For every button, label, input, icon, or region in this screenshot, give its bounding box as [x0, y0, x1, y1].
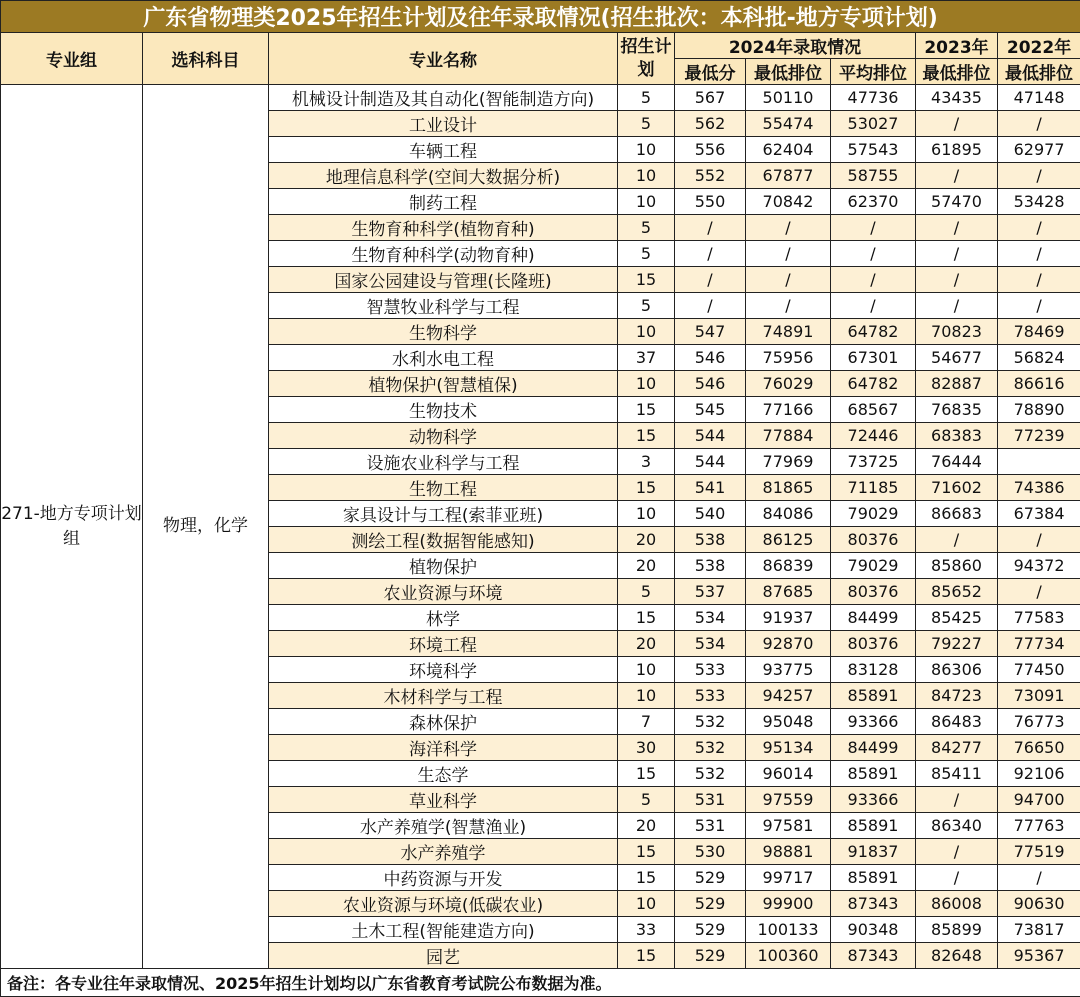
- min-rank-2024: 100360: [746, 943, 831, 969]
- plan-count: 5: [618, 241, 675, 267]
- header-subjects: 选科科目: [143, 33, 269, 85]
- min-rank-2022: 94372: [998, 553, 1080, 579]
- plan-count: 10: [618, 163, 675, 189]
- min-rank-2023: 84723: [916, 683, 998, 709]
- min-rank-2023: /: [916, 865, 998, 891]
- min-rank-2022: /: [998, 215, 1080, 241]
- major-name: 林学: [269, 605, 618, 631]
- group-name: 271-地方专项计划组: [1, 85, 143, 969]
- min-rank-2023: 54677: [916, 345, 998, 371]
- min-rank-2022: 73091: [998, 683, 1080, 709]
- min-rank-2024: /: [746, 293, 831, 319]
- min-rank-2022: /: [998, 267, 1080, 293]
- min-rank-2024: 67877: [746, 163, 831, 189]
- plan-count: 3: [618, 449, 675, 475]
- major-name: 家具设计与工程(索菲亚班): [269, 501, 618, 527]
- major-name: 土木工程(智能建造方向): [269, 917, 618, 943]
- plan-count: 15: [618, 839, 675, 865]
- min-score: 538: [675, 527, 746, 553]
- min-rank-2024: 92870: [746, 631, 831, 657]
- min-score: 567: [675, 85, 746, 111]
- major-name: 草业科学: [269, 787, 618, 813]
- plan-count: 15: [618, 475, 675, 501]
- min-score: 533: [675, 683, 746, 709]
- min-score: 534: [675, 605, 746, 631]
- min-rank-2024: 70842: [746, 189, 831, 215]
- min-rank-2023: /: [916, 241, 998, 267]
- major-name: 机械设计制造及其自动化(智能制造方向): [269, 85, 618, 111]
- min-rank-2022: 90630: [998, 891, 1080, 917]
- min-rank-2023: /: [916, 267, 998, 293]
- min-rank-2023: 43435: [916, 85, 998, 111]
- min-rank-2024: 55474: [746, 111, 831, 137]
- min-rank-2022: 77450: [998, 657, 1080, 683]
- min-rank-2023: /: [916, 215, 998, 241]
- min-rank-2024: 98881: [746, 839, 831, 865]
- min-rank-2024: 62404: [746, 137, 831, 163]
- min-rank-2022: 74386: [998, 475, 1080, 501]
- min-score: /: [675, 267, 746, 293]
- min-score: 552: [675, 163, 746, 189]
- min-rank-2022: /: [998, 241, 1080, 267]
- major-name: 测绘工程(数据智能感知): [269, 527, 618, 553]
- min-rank-2023: 86483: [916, 709, 998, 735]
- footnote: 备注：各专业往年录取情况、2025年招生计划均以广东省教育考试院公布数据为准。: [1, 969, 1080, 997]
- min-score: 541: [675, 475, 746, 501]
- avg-rank-2024: 90348: [831, 917, 916, 943]
- min-score: /: [675, 241, 746, 267]
- avg-rank-2024: /: [831, 241, 916, 267]
- major-name: 地理信息科学(空间大数据分析): [269, 163, 618, 189]
- header-2022: 2022年: [998, 33, 1080, 59]
- avg-rank-2024: 85891: [831, 813, 916, 839]
- min-rank-2024: 77969: [746, 449, 831, 475]
- major-name: 海洋科学: [269, 735, 618, 761]
- avg-rank-2024: 71185: [831, 475, 916, 501]
- min-score: 545: [675, 397, 746, 423]
- plan-count: 10: [618, 137, 675, 163]
- min-rank-2024: 100133: [746, 917, 831, 943]
- header-2024: 2024年录取情况: [675, 33, 916, 59]
- min-rank-2024: 77166: [746, 397, 831, 423]
- plan-count: 5: [618, 579, 675, 605]
- min-score: 537: [675, 579, 746, 605]
- plan-count: 30: [618, 735, 675, 761]
- min-rank-2023: 85860: [916, 553, 998, 579]
- min-rank-2024: 95134: [746, 735, 831, 761]
- min-rank-2022: 78469: [998, 319, 1080, 345]
- min-score: 540: [675, 501, 746, 527]
- major-name: 生物育种科学(植物育种): [269, 215, 618, 241]
- min-rank-2022: /: [998, 865, 1080, 891]
- min-rank-2024: 87685: [746, 579, 831, 605]
- min-rank-2023: 82887: [916, 371, 998, 397]
- min-rank-2022: 86616: [998, 371, 1080, 397]
- min-rank-2023: /: [916, 111, 998, 137]
- min-rank-2023: /: [916, 787, 998, 813]
- min-rank-2023: 86340: [916, 813, 998, 839]
- min-rank-2024: 81865: [746, 475, 831, 501]
- avg-rank-2024: 84499: [831, 605, 916, 631]
- plan-count: 20: [618, 813, 675, 839]
- plan-count: 10: [618, 683, 675, 709]
- min-score: 530: [675, 839, 746, 865]
- avg-rank-2024: 72446: [831, 423, 916, 449]
- plan-count: 15: [618, 267, 675, 293]
- avg-rank-2024: 53027: [831, 111, 916, 137]
- plan-count: 20: [618, 553, 675, 579]
- plan-count: 5: [618, 111, 675, 137]
- min-rank-2024: 75956: [746, 345, 831, 371]
- min-score: 531: [675, 787, 746, 813]
- min-rank-2024: 97581: [746, 813, 831, 839]
- min-rank-2023: 68383: [916, 423, 998, 449]
- min-score: 532: [675, 761, 746, 787]
- min-rank-2022: 94700: [998, 787, 1080, 813]
- min-rank-2023: 82648: [916, 943, 998, 969]
- avg-rank-2024: 83128: [831, 657, 916, 683]
- major-name: 制药工程: [269, 189, 618, 215]
- major-name: 生物科学: [269, 319, 618, 345]
- plan-count: 10: [618, 891, 675, 917]
- min-rank-2024: 76029: [746, 371, 831, 397]
- header-group: 专业组: [1, 33, 143, 85]
- avg-rank-2024: /: [831, 267, 916, 293]
- plan-count: 37: [618, 345, 675, 371]
- min-rank-2022: 77239: [998, 423, 1080, 449]
- min-score: 534: [675, 631, 746, 657]
- min-rank-2024: 93775: [746, 657, 831, 683]
- min-score: 547: [675, 319, 746, 345]
- major-name: 植物保护(智慧植保): [269, 371, 618, 397]
- min-rank-2022: 73817: [998, 917, 1080, 943]
- major-name: 生物育种科学(动物育种): [269, 241, 618, 267]
- min-rank-2022: 77583: [998, 605, 1080, 631]
- min-rank-2022: 92106: [998, 761, 1080, 787]
- plan-count: 33: [618, 917, 675, 943]
- avg-rank-2024: 79029: [831, 553, 916, 579]
- plan-count: 15: [618, 605, 675, 631]
- plan-count: 10: [618, 189, 675, 215]
- min-rank-2024: /: [746, 215, 831, 241]
- min-score: 531: [675, 813, 746, 839]
- plan-count: 20: [618, 527, 675, 553]
- major-name: 木材科学与工程: [269, 683, 618, 709]
- min-score: 529: [675, 891, 746, 917]
- min-score: 529: [675, 917, 746, 943]
- min-score: /: [675, 293, 746, 319]
- min-rank-2023: 85425: [916, 605, 998, 631]
- min-score: /: [675, 215, 746, 241]
- major-name: 农业资源与环境(低碳农业): [269, 891, 618, 917]
- avg-rank-2024: 64782: [831, 319, 916, 345]
- major-name: 动物科学: [269, 423, 618, 449]
- header-min-rank-2022: 最低排位: [998, 59, 1080, 85]
- min-rank-2022: 53428: [998, 189, 1080, 215]
- min-rank-2022: 67384: [998, 501, 1080, 527]
- plan-count: 5: [618, 293, 675, 319]
- major-name: 生物工程: [269, 475, 618, 501]
- min-rank-2024: 84086: [746, 501, 831, 527]
- min-rank-2023: 85411: [916, 761, 998, 787]
- avg-rank-2024: 87343: [831, 891, 916, 917]
- min-rank-2024: /: [746, 241, 831, 267]
- min-score: 544: [675, 449, 746, 475]
- major-name: 生物技术: [269, 397, 618, 423]
- plan-count: 10: [618, 371, 675, 397]
- min-score: 546: [675, 345, 746, 371]
- min-rank-2023: 76835: [916, 397, 998, 423]
- major-name: 工业设计: [269, 111, 618, 137]
- min-rank-2024: 74891: [746, 319, 831, 345]
- min-rank-2024: 86125: [746, 527, 831, 553]
- min-score: 546: [675, 371, 746, 397]
- min-rank-2022: 77519: [998, 839, 1080, 865]
- min-rank-2023: /: [916, 293, 998, 319]
- min-rank-2024: 50110: [746, 85, 831, 111]
- min-score: 532: [675, 735, 746, 761]
- min-rank-2024: /: [746, 267, 831, 293]
- min-rank-2022: /: [998, 163, 1080, 189]
- min-rank-2022: 56824: [998, 345, 1080, 371]
- min-score: 556: [675, 137, 746, 163]
- avg-rank-2024: 62370: [831, 189, 916, 215]
- header-2023: 2023年: [916, 33, 998, 59]
- min-rank-2024: 91937: [746, 605, 831, 631]
- min-rank-2023: 86683: [916, 501, 998, 527]
- plan-count: 10: [618, 319, 675, 345]
- min-rank-2023: /: [916, 839, 998, 865]
- min-rank-2022: 78890: [998, 397, 1080, 423]
- min-rank-2023: 57470: [916, 189, 998, 215]
- avg-rank-2024: 57543: [831, 137, 916, 163]
- min-rank-2022: /: [998, 111, 1080, 137]
- min-rank-2022: /: [998, 293, 1080, 319]
- header-min-rank: 最低排位: [746, 59, 831, 85]
- min-rank-2024: 95048: [746, 709, 831, 735]
- plan-count: 5: [618, 85, 675, 111]
- min-rank-2022: /: [998, 579, 1080, 605]
- min-rank-2022: 76773: [998, 709, 1080, 735]
- plan-count: 20: [618, 631, 675, 657]
- min-score: 533: [675, 657, 746, 683]
- avg-rank-2024: 85891: [831, 865, 916, 891]
- major-name: 园艺: [269, 943, 618, 969]
- min-rank-2023: 70823: [916, 319, 998, 345]
- min-rank-2023: 76444: [916, 449, 998, 475]
- avg-rank-2024: 64782: [831, 371, 916, 397]
- avg-rank-2024: 80376: [831, 631, 916, 657]
- subjects-value: 物理，化学: [143, 85, 269, 969]
- header-min-score: 最低分: [675, 59, 746, 85]
- header-min-rank-2023: 最低排位: [916, 59, 998, 85]
- major-name: 设施农业科学与工程: [269, 449, 618, 475]
- major-name: 环境科学: [269, 657, 618, 683]
- min-rank-2022: 76650: [998, 735, 1080, 761]
- plan-count: 15: [618, 423, 675, 449]
- min-rank-2022: 95367: [998, 943, 1080, 969]
- avg-rank-2024: 80376: [831, 527, 916, 553]
- major-name: 森林保护: [269, 709, 618, 735]
- min-rank-2022: /: [998, 527, 1080, 553]
- avg-rank-2024: /: [831, 293, 916, 319]
- major-name: 智慧牧业科学与工程: [269, 293, 618, 319]
- major-name: 环境工程: [269, 631, 618, 657]
- plan-count: 15: [618, 865, 675, 891]
- major-name: 水利水电工程: [269, 345, 618, 371]
- avg-rank-2024: 47736: [831, 85, 916, 111]
- min-score: 538: [675, 553, 746, 579]
- header-plan: 招生计划: [618, 33, 675, 85]
- avg-rank-2024: 85891: [831, 683, 916, 709]
- table-row: [1, 85, 1080, 111]
- plan-count: 15: [618, 397, 675, 423]
- plan-count: 15: [618, 943, 675, 969]
- min-rank-2022: 77734: [998, 631, 1080, 657]
- min-rank-2023: 86306: [916, 657, 998, 683]
- avg-rank-2024: 93366: [831, 709, 916, 735]
- major-name: 植物保护: [269, 553, 618, 579]
- min-rank-2023: 71602: [916, 475, 998, 501]
- avg-rank-2024: 87343: [831, 943, 916, 969]
- major-name: 农业资源与环境: [269, 579, 618, 605]
- plan-count: 5: [618, 215, 675, 241]
- major-name: 中药资源与开发: [269, 865, 618, 891]
- avg-rank-2024: 91837: [831, 839, 916, 865]
- min-rank-2024: 99717: [746, 865, 831, 891]
- avg-rank-2024: 58755: [831, 163, 916, 189]
- plan-count: 10: [618, 657, 675, 683]
- min-score: 562: [675, 111, 746, 137]
- plan-count: 10: [618, 501, 675, 527]
- min-score: 529: [675, 865, 746, 891]
- min-rank-2023: 79227: [916, 631, 998, 657]
- major-name: 生态学: [269, 761, 618, 787]
- major-name: 车辆工程: [269, 137, 618, 163]
- plan-count: 7: [618, 709, 675, 735]
- min-rank-2023: 61895: [916, 137, 998, 163]
- avg-rank-2024: /: [831, 215, 916, 241]
- avg-rank-2024: 84499: [831, 735, 916, 761]
- min-rank-2022: 62977: [998, 137, 1080, 163]
- avg-rank-2024: 79029: [831, 501, 916, 527]
- min-rank-2022: 47148: [998, 85, 1080, 111]
- min-score: 532: [675, 709, 746, 735]
- major-name: 水产养殖学(智慧渔业): [269, 813, 618, 839]
- min-rank-2024: 96014: [746, 761, 831, 787]
- min-rank-2023: /: [916, 527, 998, 553]
- min-rank-2023: 85899: [916, 917, 998, 943]
- avg-rank-2024: 73725: [831, 449, 916, 475]
- header-avg-rank: 平均排位: [831, 59, 916, 85]
- min-rank-2022: [998, 449, 1080, 475]
- avg-rank-2024: 68567: [831, 397, 916, 423]
- min-score: 550: [675, 189, 746, 215]
- header-major: 专业名称: [269, 33, 618, 85]
- min-rank-2024: 97559: [746, 787, 831, 813]
- avg-rank-2024: 80376: [831, 579, 916, 605]
- avg-rank-2024: 85891: [831, 761, 916, 787]
- table-title: 广东省物理类2025年招生计划及往年录取情况(招生批次：本科批-地方专项计划): [1, 1, 1080, 33]
- min-rank-2023: /: [916, 163, 998, 189]
- min-rank-2024: 94257: [746, 683, 831, 709]
- avg-rank-2024: 67301: [831, 345, 916, 371]
- min-rank-2023: 86008: [916, 891, 998, 917]
- min-score: 544: [675, 423, 746, 449]
- avg-rank-2024: 93366: [831, 787, 916, 813]
- plan-count: 5: [618, 787, 675, 813]
- min-rank-2024: 99900: [746, 891, 831, 917]
- major-name: 国家公园建设与管理(长隆班): [269, 267, 618, 293]
- plan-count: 15: [618, 761, 675, 787]
- major-name: 水产养殖学: [269, 839, 618, 865]
- min-rank-2023: 85652: [916, 579, 998, 605]
- min-rank-2023: 84277: [916, 735, 998, 761]
- min-score: 529: [675, 943, 746, 969]
- min-rank-2022: 77763: [998, 813, 1080, 839]
- min-rank-2024: 77884: [746, 423, 831, 449]
- min-rank-2024: 86839: [746, 553, 831, 579]
